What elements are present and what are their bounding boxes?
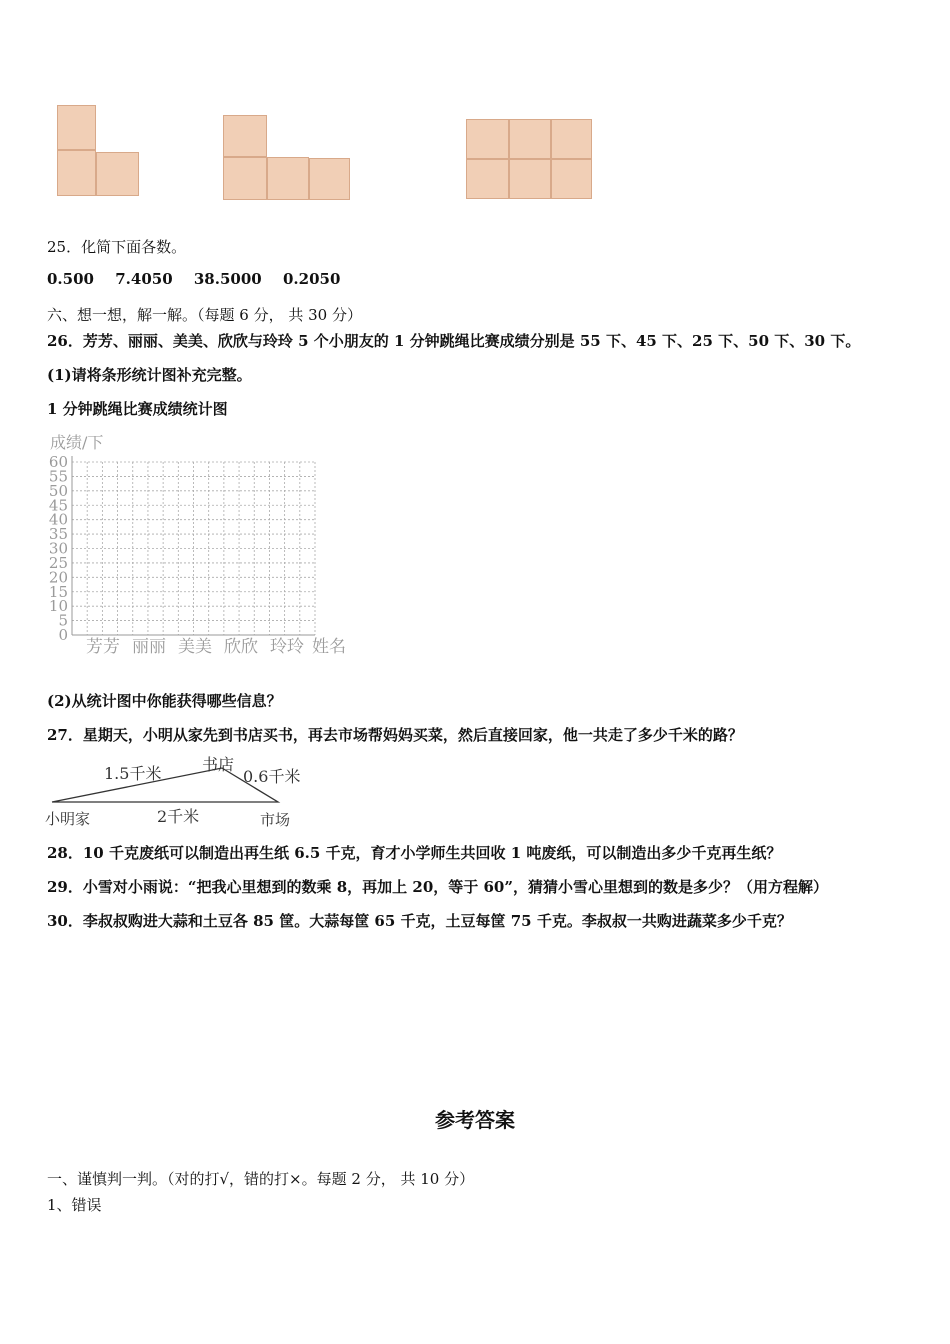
y-tick-label: 30 xyxy=(48,539,68,558)
question-26-part-2: (2)从统计图中你能获得哪些信息？ xyxy=(47,692,282,710)
chart-y-ticks xyxy=(49,453,68,644)
square xyxy=(57,105,96,150)
chart-grid xyxy=(72,456,315,635)
square xyxy=(551,159,592,199)
home-label: 小明家 xyxy=(45,810,91,828)
y-tick-label: 10 xyxy=(48,597,68,616)
square xyxy=(466,159,509,199)
y-tick-label: 45 xyxy=(48,496,68,515)
square xyxy=(57,150,96,196)
answers-title: 参考答案 xyxy=(435,1108,515,1132)
y-tick-label: 60 xyxy=(48,453,68,471)
y-tick-label: 35 xyxy=(48,525,68,544)
question-30-text: 30．李叔叔购进大蒜和土豆各 85 筐。大蒜每筐 65 千克，土豆每筐 75 千克。李叔叔一共购进蔬菜多少千克？ xyxy=(47,912,792,930)
x-category-label: 玲玲 xyxy=(270,637,304,657)
square xyxy=(223,157,267,200)
answers-section-1: 一、谨慎判一判。（对的打√，错的打×。每题 2 分， 共 10 分） xyxy=(47,1170,475,1188)
distance-home-market: 2千米 xyxy=(157,807,200,826)
x-category-label: 美美 xyxy=(178,637,212,657)
number-item: 7.4050 xyxy=(115,270,173,288)
y-tick-label: 15 xyxy=(48,582,68,601)
square xyxy=(223,115,267,157)
y-tick-label: 0 xyxy=(58,626,68,644)
market-label: 市场 xyxy=(260,811,291,829)
question-25-title: 25．化简下面各数。 xyxy=(47,238,187,256)
y-tick-label: 55 xyxy=(48,467,68,486)
x-category-label: 丽丽 xyxy=(132,637,166,657)
y-tick-label: 50 xyxy=(48,481,68,500)
square xyxy=(96,152,139,196)
square xyxy=(509,159,551,199)
route-diagram xyxy=(40,750,340,832)
square xyxy=(466,119,509,159)
bar-chart xyxy=(40,428,350,663)
section-6-heading: 六、想一想，解一解。（每题 6 分， 共 30 分） xyxy=(47,306,362,324)
y-tick-label: 25 xyxy=(48,553,68,572)
chart-y-label: 成绩/下 xyxy=(50,433,104,452)
question-26-text: 26．芳芳、丽丽、美美、欣欣与玲玲 5 个小朋友的 1 分钟跳绳比赛成绩分别是 55 下、45 下、25 下、50 下、30 下。 xyxy=(47,332,861,350)
bookstore-label: 书店 xyxy=(202,755,235,774)
number-item: 0.2050 xyxy=(282,270,341,288)
square xyxy=(267,157,309,200)
square xyxy=(309,158,350,200)
square xyxy=(551,119,592,159)
answer-1: 1、错误 xyxy=(47,1196,102,1214)
question-27-text: 27．星期天，小明从家先到书店买书，再去市场帮妈妈买菜，然后直接回家，他一共走了多少千米的路？ xyxy=(47,726,743,744)
x-category-label: 欣欣 xyxy=(224,637,258,657)
number-item: 38.5000 xyxy=(193,270,262,288)
distance-home-bookstore: 1.5千米 xyxy=(104,764,162,783)
square xyxy=(509,119,551,159)
question-25-numbers xyxy=(47,270,356,288)
y-tick-label: 40 xyxy=(48,510,68,529)
question-28-text: 28．10 千克废纸可以制造出再生纸 6.5 千克，育才小学师生共回收 1 吨废纸，可以制造出多少千克再生纸？ xyxy=(47,844,782,862)
question-26-part-1: (1)请将条形统计图补充完整。 xyxy=(47,366,252,384)
distance-bookstore-market: 0.6千米 xyxy=(243,767,301,786)
y-tick-label: 20 xyxy=(48,568,68,587)
number-item: 0.500 xyxy=(47,270,94,288)
chart-x-label: 姓名 xyxy=(312,637,346,657)
x-category-label: 芳芳 xyxy=(86,637,120,657)
chart-x-categories xyxy=(86,637,304,657)
chart-title: 1 分钟跳绳比赛成绩统计图 xyxy=(47,400,228,418)
y-tick-label: 5 xyxy=(58,611,68,630)
question-29-text: 29．小雪对小雨说：“把我心里想到的数乘 8，再加上 20，等于 60”，猜猜小雪心里想到的数是多少？（用方程解） xyxy=(47,878,828,896)
